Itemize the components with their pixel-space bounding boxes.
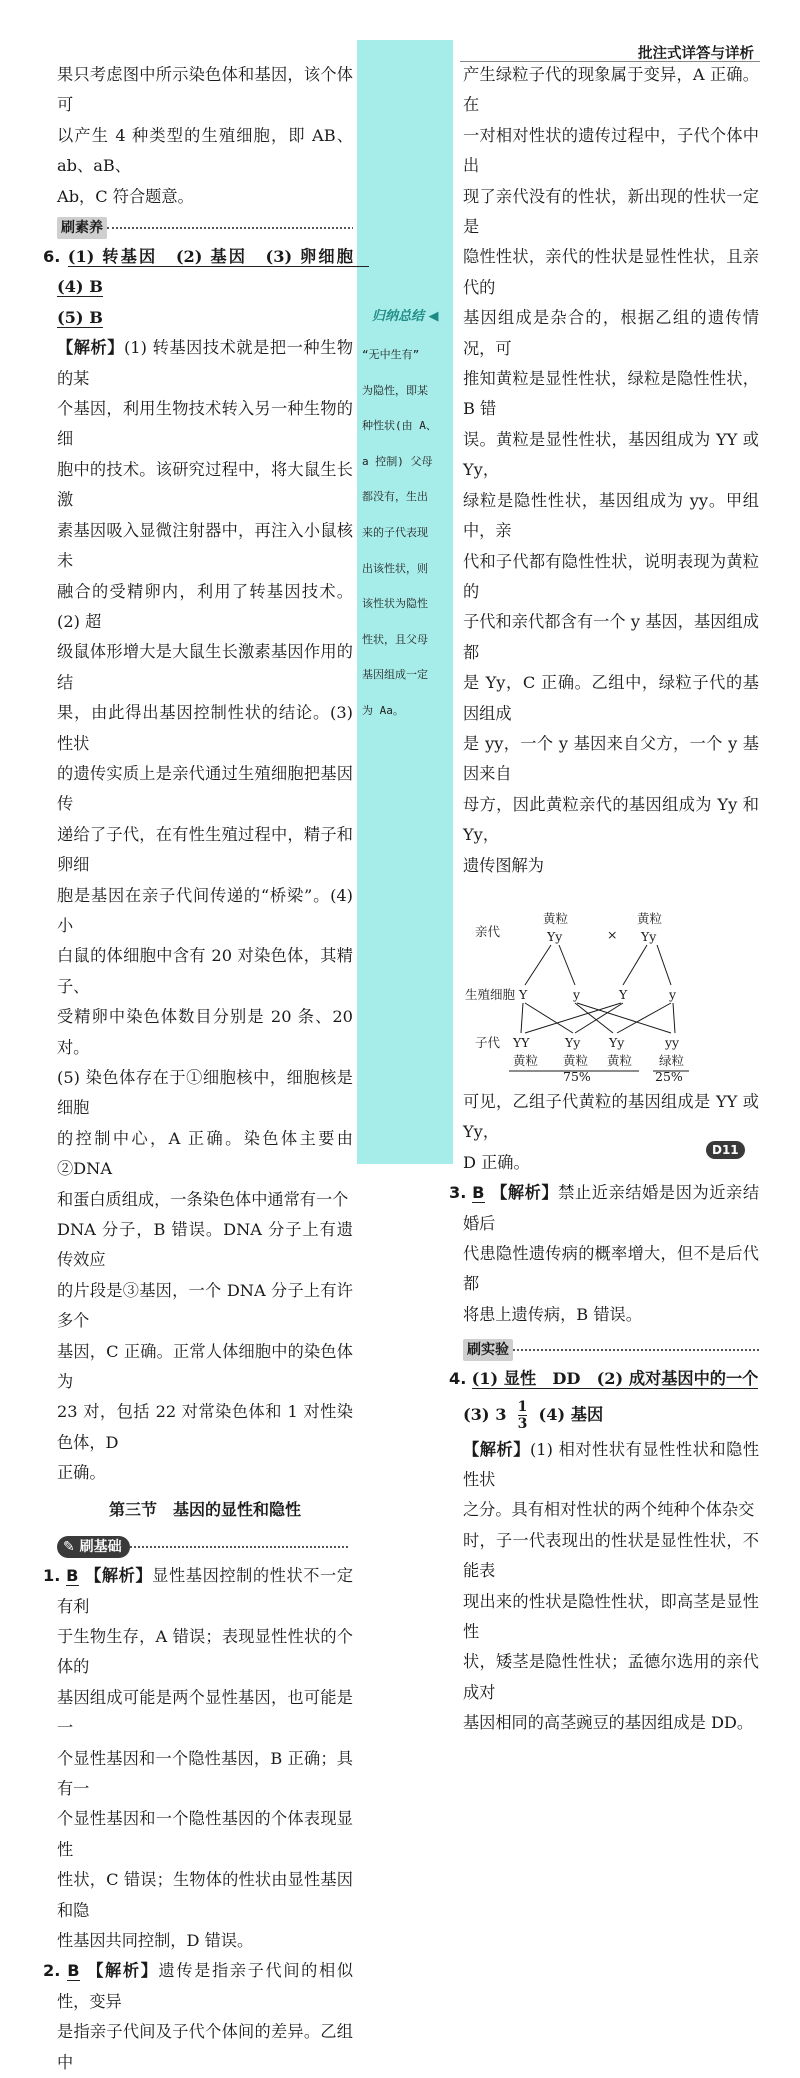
- q6-answer: [43, 242, 370, 333]
- analysis-line: 个显性基因和一个隐性基因，B 正确；具有一: [57, 1748, 353, 1798]
- page-number: D11: [706, 1141, 745, 1159]
- q6-analysis-line: 个基因，利用生物技术转入另一种生物的细: [57, 399, 353, 449]
- q6-analysis-line: 级鼠体形增大是大鼠生长激素基因作用的结: [57, 642, 353, 692]
- q4-answer-line1: (1) 显性 DD (2) 成对基因中的一个: [471, 1369, 759, 1389]
- right-para-line: 遗传图解为: [463, 855, 544, 875]
- right-para-1: [463, 60, 759, 881]
- right-para-line: 基因组成是杂合的，根据乙组的遗传情况，可: [463, 308, 759, 358]
- analysis-label: 【解析】: [84, 1566, 153, 1586]
- right-para-line: 一对相对性状的遗传过程中，子代个体中出: [463, 125, 759, 176]
- left-para-line: 以产生 4 种类型的生殖细胞，即 AB、ab、aB、: [57, 125, 353, 176]
- analysis-text: (1) 转基因技术就是把一种生物的某: [57, 338, 354, 388]
- q1-block: [43, 1561, 354, 1956]
- q6-analysis-line: 白鼠的体细胞中含有 20 对染色体，其精子、: [57, 946, 353, 996]
- analysis-label: 【解析】: [57, 338, 124, 358]
- q6-analysis-line: 融合的受精卵内，利用了转基因技术。(2) 超: [57, 581, 353, 631]
- analysis-line: 个显性基因和一个隐性基因的个体表现显性: [57, 1809, 353, 1859]
- q4-analysis-line: 之分。具有相对性状的两个纯种个体杂交: [463, 1500, 755, 1520]
- question-first-line: [43, 1561, 354, 1622]
- answer-letter: B: [472, 1183, 485, 1203]
- left-column: [43, 60, 370, 2078]
- offspring-genotype-3: Yy: [609, 1034, 625, 1050]
- dotted-rule: [130, 1546, 348, 1548]
- left-para-0: [57, 60, 353, 212]
- right-para-line: 现了亲代没有的性状，新出现的性状一定是: [463, 186, 759, 237]
- q6-analysis-line: (5) 染色体存在于①细胞核中，细胞核是细胞: [57, 1068, 353, 1118]
- q4-analysis-line: 现出来的性状是隐性性状，即高茎是显性性: [463, 1591, 759, 1642]
- q4-fraction: $\frac{1}{3}$: [517, 1398, 528, 1432]
- gamete-3: Y: [619, 986, 628, 1002]
- label-gametes: 生殖细胞: [465, 986, 516, 1002]
- parent2-trait: 黄粒: [637, 910, 663, 926]
- question-number: 1.: [43, 1566, 61, 1586]
- q6-analysis-line: 果，由此得出基因控制性状的结论。(3) 性状: [57, 703, 353, 753]
- cross-sign: ×: [607, 926, 618, 942]
- q4-number: 4.: [449, 1369, 467, 1389]
- tag-shuajichu: ✎ 刷基础: [57, 1536, 130, 1558]
- right-para-line: 误。黄粒是显性性状，基因组成为 YY 或 Yy，: [463, 429, 759, 480]
- parent1-trait: 黄粒: [543, 910, 569, 926]
- right-para-line: 母方，因此黄粒亲代的基因组成为 Yy 和 Yy，: [463, 794, 759, 845]
- tag-row-shuasuyang: [57, 212, 353, 242]
- sidebar-note-line: 该性状为隐性: [362, 597, 428, 611]
- right-para-line: 代和子代都有隐性性状，说明表现为黄粒的: [463, 551, 759, 601]
- right-para-line: 可见，乙组子代黄粒的基因组成是 YY 或 Yy，: [463, 1091, 759, 1142]
- q6-analysis-line: 胞是基因在亲子代间传递的“桥梁”。(4) 小: [57, 885, 353, 935]
- right-para-line: 是 Yy，C 正确。乙组中，绿粒子代的基因组成: [463, 673, 759, 723]
- q6-analysis-line: 素基因吸入显微注射器中，再注入小鼠核未: [57, 520, 353, 571]
- analysis-line: 代患隐性遗传病的概率增大，但不是后代都: [463, 1244, 759, 1294]
- right-column: [449, 60, 760, 1739]
- sidebar-note: [362, 332, 450, 735]
- dotted-rule: [513, 1349, 759, 1351]
- label-offspring: 子代: [475, 1034, 501, 1050]
- q6-number: 6.: [43, 247, 61, 267]
- genetic-cross-diagram: [463, 881, 759, 1081]
- section-title: 第三节 基因的显性和隐性: [108, 1499, 301, 1519]
- label-parents: 亲代: [475, 923, 501, 939]
- dotted-rule: [107, 227, 353, 229]
- tag-row-shuajichu: [57, 1531, 353, 1561]
- right-para-line: 是 yy，一个 y 基因来自父方，一个 y 基因来自: [463, 733, 759, 784]
- q4-analysis-line: 状，矮茎是隐性性状；孟德尔选用的亲代成对: [463, 1652, 759, 1702]
- offspring-genotype-4: yy: [665, 1034, 680, 1050]
- left-para-line: Ab，C 符合题意。: [57, 186, 194, 206]
- gamete-2: y: [573, 986, 581, 1002]
- analysis-text: 遗传是指亲子代间的相似性，变异: [57, 1961, 354, 2011]
- question-number: 2.: [43, 1961, 61, 1981]
- analysis-label: 【解析】: [463, 1439, 530, 1459]
- q6-answer-line1: (1) 转基因 (2) 基因 (3) 卵细胞 (4) B: [57, 247, 370, 297]
- offspring-trait-4: 绿粒: [659, 1052, 685, 1068]
- q4-analysis-first: [463, 1435, 759, 1496]
- analysis-line: 性基因共同控制，D 错误。: [57, 1930, 254, 1950]
- analysis-line: 基因组成可能是两个显性基因，也可能是一: [57, 1687, 353, 1738]
- header-title: 批注式详答与详析: [638, 46, 754, 62]
- q6-analysis-line: 胞中的技术。该研究过程中，将大鼠生长激: [57, 459, 353, 510]
- right-para-line: 推知黄粒是显性性状，绿粒是隐性性状，B 错: [463, 369, 759, 419]
- gamete-to-offspring-arrows: [521, 1003, 675, 1033]
- analysis-text: (1) 相对性状有显性性状和隐性性状: [463, 1439, 760, 1490]
- offspring-trait-3: 黄粒: [607, 1052, 633, 1068]
- q4-analysis: [463, 1435, 759, 1739]
- sidebar-note-line: 性状，且父母: [362, 632, 428, 646]
- right-para-line: D 正确。: [463, 1152, 530, 1172]
- parent2-genotype: Yy: [641, 928, 657, 944]
- analysis-text: 禁止近亲结婚是因为近亲结婚后: [463, 1183, 760, 1233]
- right-para-2: [463, 1087, 759, 1178]
- q4-analysis-line: 时，子一代表现出的性状是显性性状，不能表: [463, 1530, 759, 1581]
- q2-block: [43, 1956, 354, 2078]
- analysis-label: 【解析】: [85, 1961, 159, 1981]
- offspring-genotype-2: Yy: [565, 1034, 581, 1050]
- q6-analysis-line: DNA 分子，B 错误。DNA 分子上有遗传效应: [57, 1220, 353, 1270]
- analysis-label: 【解析】: [490, 1183, 559, 1203]
- q4-ans-3: (3) 3: [463, 1404, 507, 1424]
- q6-analysis-line: 的控制中心，A 正确。染色体主要由②DNA: [57, 1128, 353, 1179]
- sidebar-note-line: 都没有，生出: [362, 490, 428, 504]
- q6-answer-line2: (5) B: [57, 307, 103, 327]
- parent1-genotype: Yy: [547, 928, 563, 944]
- q6-analysis-line: 和蛋白质组成，一条染色体中通常有一个: [57, 1189, 349, 1209]
- offspring-trait-2: 黄粒: [563, 1052, 589, 1068]
- tag-shuasuyang: 刷素养: [57, 217, 107, 239]
- question-number: 3.: [449, 1183, 467, 1203]
- question-first-line: [449, 1178, 760, 1239]
- gamete-1: Y: [519, 986, 528, 1002]
- q6-analysis-line: 基因，C 正确。正常人体细胞中的染色体为: [57, 1341, 353, 1392]
- tag-shuashiyan: 刷实验: [463, 1339, 513, 1361]
- analysis-line: 于生物生存，A 错误；表现显性性状的个体的: [57, 1626, 353, 1677]
- answer-letter: B: [66, 1566, 79, 1586]
- q6-analysis-line: 正确。: [57, 1463, 106, 1483]
- q4-answer: [449, 1364, 759, 1394]
- sidebar-title: 归纳总结 ◀: [372, 309, 439, 324]
- sidebar-note-line: 基因组成一定: [362, 668, 428, 682]
- q6-analysis-line: 受精卵中染色体数目分别是 20 条、20 对。: [57, 1007, 353, 1057]
- left-para-line: 果只考虑图中所示染色体和基因，该个体可: [57, 65, 353, 115]
- q6-analysis-line: 的片段是③基因，一个 DNA 分子上有许多个: [57, 1280, 353, 1331]
- offspring-genotype-1: YY: [513, 1034, 530, 1050]
- q6-analysis-first: [57, 333, 353, 394]
- sidebar-note-line: 来的子代表现: [362, 525, 428, 539]
- offspring-trait-1: 黄粒: [513, 1052, 539, 1068]
- analysis-line: 性状，C 错误；生物体的性状由显性基因和隐: [57, 1870, 353, 1920]
- answer-letter: B: [67, 1961, 80, 1981]
- q4-answer-line2: [463, 1395, 759, 1435]
- right-para-line: 隐性性状，亲代的性状是显性性状，且亲代的: [463, 247, 759, 297]
- sidebar-note-line: 为隐性，即某: [362, 383, 428, 397]
- sidebar-note-line: 种性状(由 A、: [362, 419, 437, 433]
- sidebar-note-line: “无中生有”: [362, 348, 420, 361]
- q6-analysis-line: 递给了子代，在有性生殖过程中，精子和卵细: [57, 824, 353, 875]
- analysis-text: 显性基因控制的性状不一定有利: [57, 1566, 354, 1616]
- analysis-line: 将患上遗传病，B 错误。: [463, 1304, 642, 1324]
- analysis-line: 是指亲子代间及子代个体间的差异。乙组中: [57, 2022, 353, 2072]
- sidebar-note-line: 为 Aa。: [362, 703, 404, 717]
- q6-analysis-line: 23 对，包括 22 对常染色体和 1 对性染色体，D: [57, 1402, 353, 1452]
- gamete-4: y: [669, 986, 677, 1002]
- q3-block: [449, 1178, 760, 1330]
- q4-ans-4: (4) 基因: [538, 1404, 604, 1424]
- parent-to-gamete-arrows: [525, 945, 671, 985]
- q4-analysis-line: 基因相同的高茎豌豆的基因组成是 DD。: [463, 1713, 754, 1733]
- right-para-line: 子代和亲代都含有一个 y 基因，基因组成都: [463, 612, 759, 662]
- ratio-dominant: 75%: [563, 1068, 591, 1081]
- q6-analysis-line: 的遗传实质上是亲代通过生殖细胞把基因传: [57, 763, 353, 814]
- right-para-line: 绿粒是隐性性状，基因组成为 yy。甲组中，亲: [463, 490, 759, 541]
- q6-analysis: [57, 333, 353, 1488]
- right-para-line: 产生绿粒子代的现象属于变异，A 正确。在: [463, 65, 759, 115]
- question-first-line: [43, 1956, 354, 2017]
- ratio-recessive: 25%: [655, 1068, 683, 1081]
- sidebar-note-line: a 控制) 父母: [362, 454, 433, 468]
- tag-row-shuashiyan: [463, 1334, 759, 1364]
- sidebar-note-line: 出该性状，则: [362, 561, 428, 575]
